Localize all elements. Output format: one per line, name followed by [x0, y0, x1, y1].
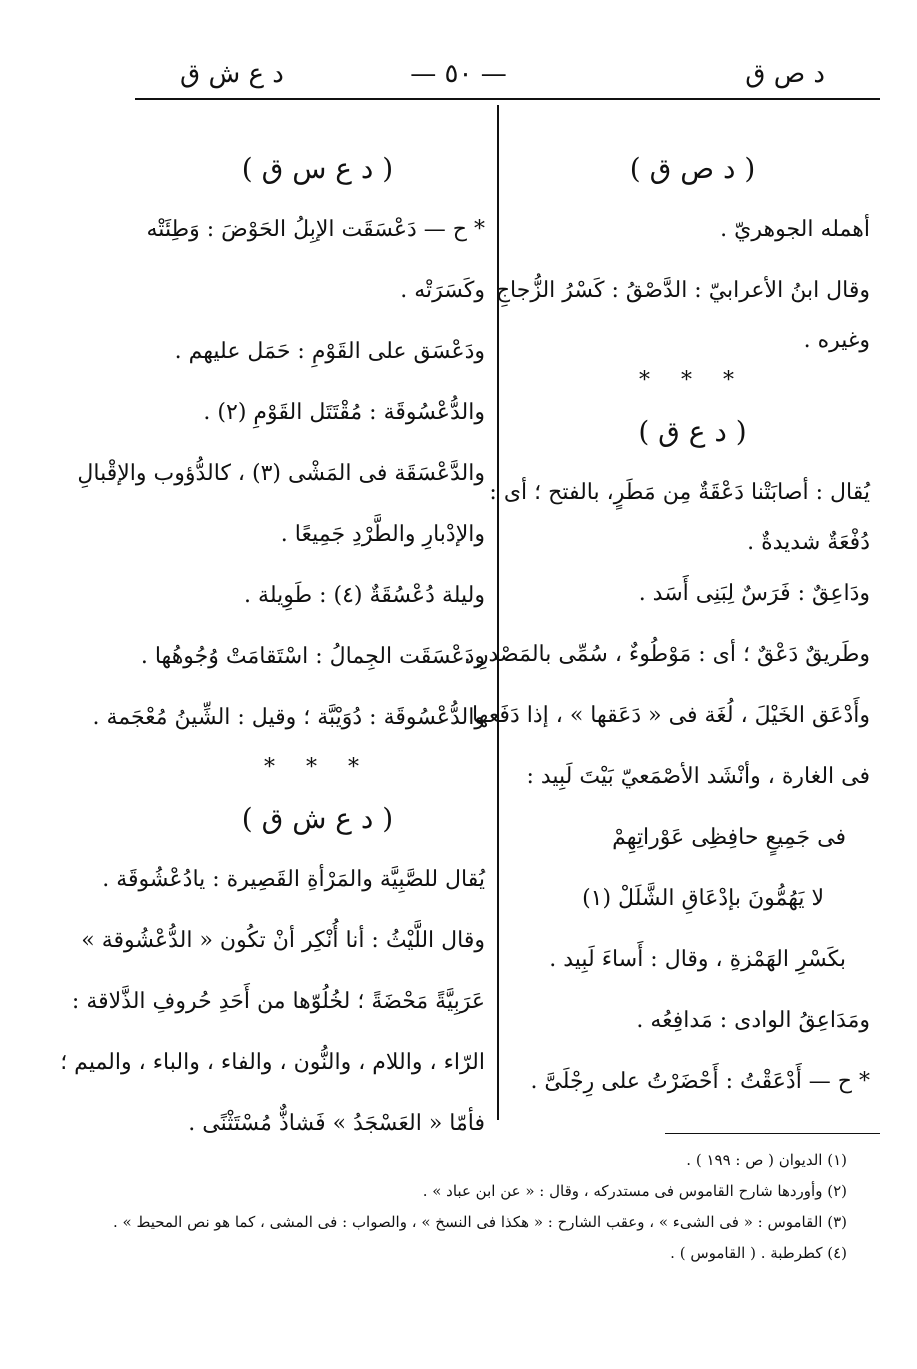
running-head-right: د ص ق — [745, 59, 825, 89]
text-line: وأَدْعَق الخَيْلَ ، لُغَة فى « دَعَقها » ، إذا دَفَعها — [471, 703, 870, 728]
text-line: والدُّعْسُوقَة : مُقْتَتَل القَوْمِ (٢) . — [203, 400, 485, 425]
right-column — [463, 138, 870, 1112]
text-line: ودَعْسَق على القَوْمِ : حَمَل عليهم . — [174, 339, 485, 364]
text-line: والإدْبارِ والطَّرْدِ جَمِيعًا . — [280, 522, 485, 547]
text-line: وليلة دُعْسُقَةٌ (٤) : طَوِيلة . — [244, 583, 485, 608]
section-separator: * * * — [264, 755, 371, 780]
footnotes — [87, 1145, 847, 1269]
text-line: الرّاء ، واللام ، والنُّون ، والفاء ، والباء ، والميم ؛ — [60, 1050, 485, 1075]
text-line: وغيره . — [803, 328, 870, 353]
header-rule — [135, 98, 880, 100]
text-line: أهمله الجوهريّ . — [720, 217, 870, 242]
text-line: وقال اللَّيْثُ : أنا أُنْكِر أنْ تكُون « الدُّعْشُوقة » — [81, 928, 485, 953]
footnote-rule — [665, 1133, 880, 1134]
text-line: وطَريقٌ دَعْقٌ ؛ أى : مَوْطُوءٌ ، سُمِّى بالمَصْدرِ . — [463, 642, 870, 667]
footnote: (٢) وأوردها شارح القاموس فى مستدركه ، وقال : « عن ابن عباد » . — [422, 1182, 847, 1200]
text-line: يُقال : أصابَتْنا دَعْقَةٌ مِن مَطَرٍ، بالفتح ؛ أى : — [489, 480, 870, 505]
text-line: بكَسْرِ الهَمْزةِ ، وقال : أَساءَ لَبِيد . — [549, 947, 846, 972]
entry-heading: ( د ص ق ) — [629, 152, 756, 185]
text-line: ودَاعِقٌ : فَرَسٌ لِبَنِى أَسَد . — [638, 581, 870, 606]
text-line: فى الغارة ، وأنْشَد الأصْمَعيّ بَيْتَ لَبِيد : — [526, 764, 870, 789]
footnote: (٤) كطرطبة . ( القاموس ) . — [670, 1244, 847, 1262]
page-number: — ٥٠ — — [410, 59, 507, 89]
text-line: دُفْعَةٌ شديدةٌ . — [747, 530, 870, 555]
text-line: يُقال للصَّبِيَّة والمَرْأةِ القَصِيرة : يادُعْشُوقَة . — [102, 867, 485, 892]
footnote: (١) الديوان ( ص : ١٩٩ ) . — [686, 1151, 847, 1169]
text-line: والدَّعْسَقَة فى المَشْى (٣) ، كالدُّؤوب والإقْبالِ — [77, 461, 485, 486]
text-line: * ح — دَعْسَقَت الإبِلُ الحَوْضَ : وَطِئَتْه — [146, 217, 485, 242]
entry-heading: ( د ع ش ق ) — [241, 802, 394, 835]
text-line: ومَدَاعِقُ الوادى : مَدافِعُه . — [636, 1008, 870, 1033]
text-line: فأمّا « العَسْجَدُ » فَشاذٌّ مُسْتَثْنًى . — [188, 1111, 485, 1136]
text-line: عَرَبِيَّةً مَحْضَةً ؛ لخُلُوّها من أَحَدِ حُروفِ الذَّلاقة : — [71, 989, 485, 1014]
text-line: وكَسَرَتْه . — [400, 278, 485, 303]
text-line: والدُّعْسُوقَة : دُوَيْبَّة ؛ وقيل : الشِّينُ مُعْجَمة . — [92, 705, 485, 730]
section-separator: * * * — [639, 368, 746, 393]
text-line: وقال ابنُ الأعرابيّ : الدَّصْقُ : كَسْرُ الزُّجاجِ — [495, 278, 870, 303]
text-line: لا يَهُمُّونَ بإدْعَاقِ الشَّلَلْ (١) — [582, 886, 824, 911]
entry-heading: ( د ع ق ) — [638, 415, 747, 448]
footnote: (٣) القاموس : « فى الشىء » ، وعقب الشارح : « هكذا فى النسخ » ، والصواب : فى المشى ، كما هو نص المحيط » . — [113, 1213, 847, 1231]
left-column — [60, 138, 485, 1154]
text-line: فى جَمِيعٍ حافِظِى عَوْراتِهِمْ — [612, 825, 846, 850]
text-line: * ح — أَدْعَقْتُ : أَحْضَرْتُ على رِجْلَىَّ . — [530, 1069, 870, 1094]
column-divider — [497, 105, 499, 1120]
text-line: ودَعْسَقَت الجِمالُ : اسْتَقامَتْ وُجُوهُها . — [140, 644, 485, 669]
entry-heading: ( د ع س ق ) — [241, 152, 394, 185]
running-head-left: د ع ش ق — [180, 59, 284, 89]
